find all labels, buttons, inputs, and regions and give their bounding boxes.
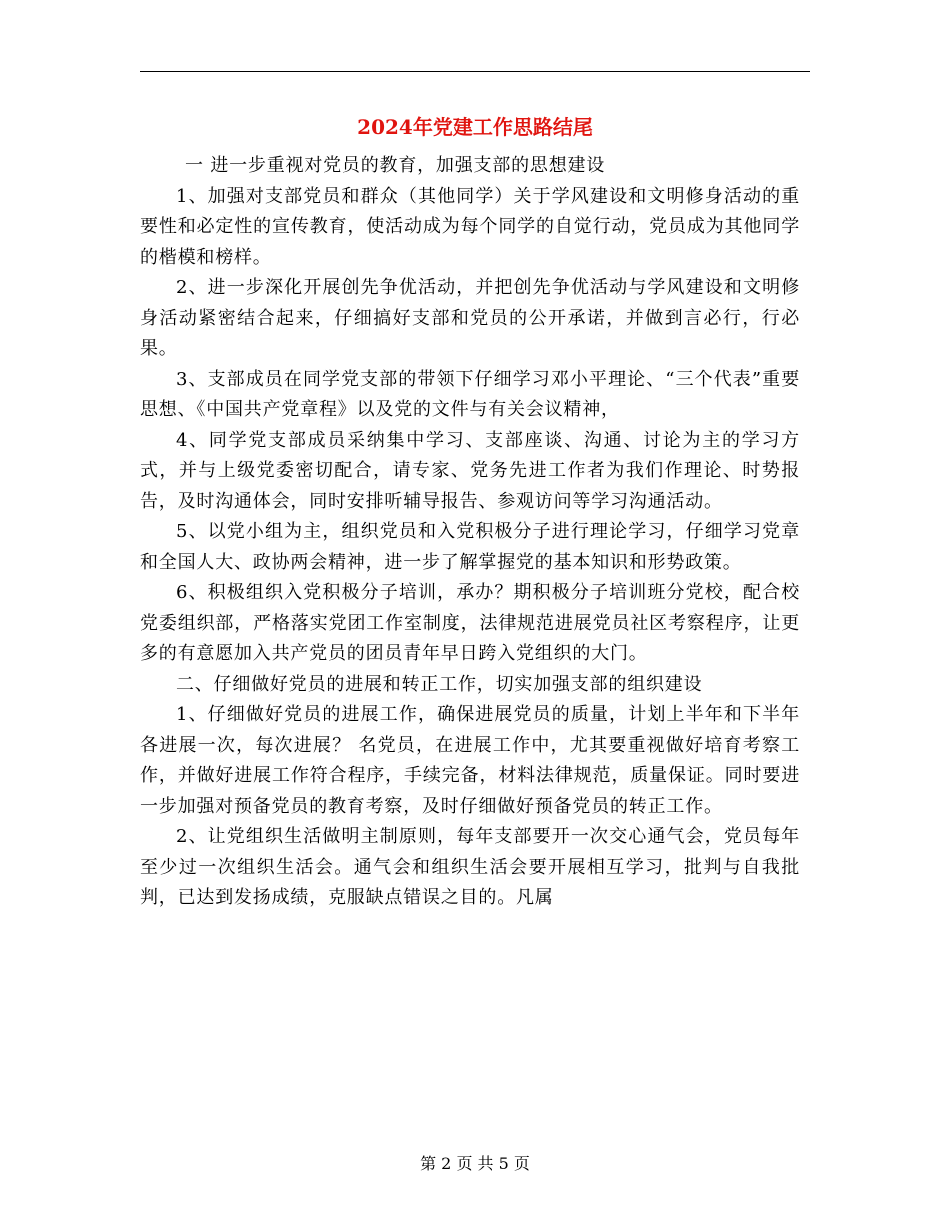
- paragraph: 4、同学党支部成员采纳集中学习、支部座谈、沟通、讨论为主的学习方式，并与上级党委密切配合，请专家、党务先进工作者为我们作理论、时势报告，及时沟通体会，同时安排听辅导报告、参观访问等学习沟通活动。: [140, 429, 800, 512]
- paragraph: 1、加强对支部党员和群众（其他同学）关于学风建设和文明修身活动的重要性和必定性的宣传教育，使活动成为每个同学的自觉行动，党员成为其他同学的楷模和榜样。: [140, 185, 800, 268]
- paragraph: 5、以党小组为主，组织党员和入党积极分子进行理论学习，仔细学习党章和全国人大、政协两会精神，进一步了解掌握党的基本知识和形势政策。: [140, 521, 800, 573]
- paragraph: 2、让党组织生活做明主制原则，每年支部要开一次交心通气会，党员每年至少过一次组织生活会。通气会和组织生活会要开展相互学习，批判与自我批判，已达到发扬成绩，克服缺点错误之目的。凡属: [140, 826, 800, 908]
- paragraph: 2、进一步深化开展创先争优活动，并把创先争优活动与学风建设和文明修身活动紧密结合起来，仔细搞好支部和党员的公开承诺，并做到言必行，行必果。: [140, 277, 800, 359]
- document-body: [140, 151, 800, 914]
- section-heading-2: 二、仔细做好党员的进展和转正工作，切实加强支部的组织建设: [176, 673, 703, 695]
- document-title: 2024年党建工作思路结尾: [357, 115, 593, 139]
- header-rule: [140, 71, 810, 72]
- paragraph: 6、积极组织入党积极分子培训，承办？期积极分子培训班分党校，配合校党委组织部，严格落实党团工作室制度，法律规范进展党员社区考察程序，让更多的有意愿加入共产党员的团员青年早日跨入党组织的大门。: [140, 582, 800, 664]
- paragraph: 3、支部成员在同学党支部的带领下仔细学习邓小平理论、“三个代表”重要思想、《中国共产党章程》以及党的文件与有关会议精神，: [140, 368, 800, 420]
- section-heading-1: 一 进一步重视对党员的教育，加强支部的思想建设: [185, 155, 606, 176]
- paragraph: 1、仔细做好党员的进展工作，确保进展党员的质量，计划上半年和下半年各进展一次，每次进展？ 名党员，在进展工作中，尤其要重视做好培育考察工作，并做好进展工作符合程序，手续完备，材料法律规范，质量保证。同时要进一步加强对预备党员的教育考察，及时仔细做好预备党员的转正工作。: [140, 704, 800, 817]
- page-footer: 第 2 页 共 5 页: [420, 1154, 530, 1173]
